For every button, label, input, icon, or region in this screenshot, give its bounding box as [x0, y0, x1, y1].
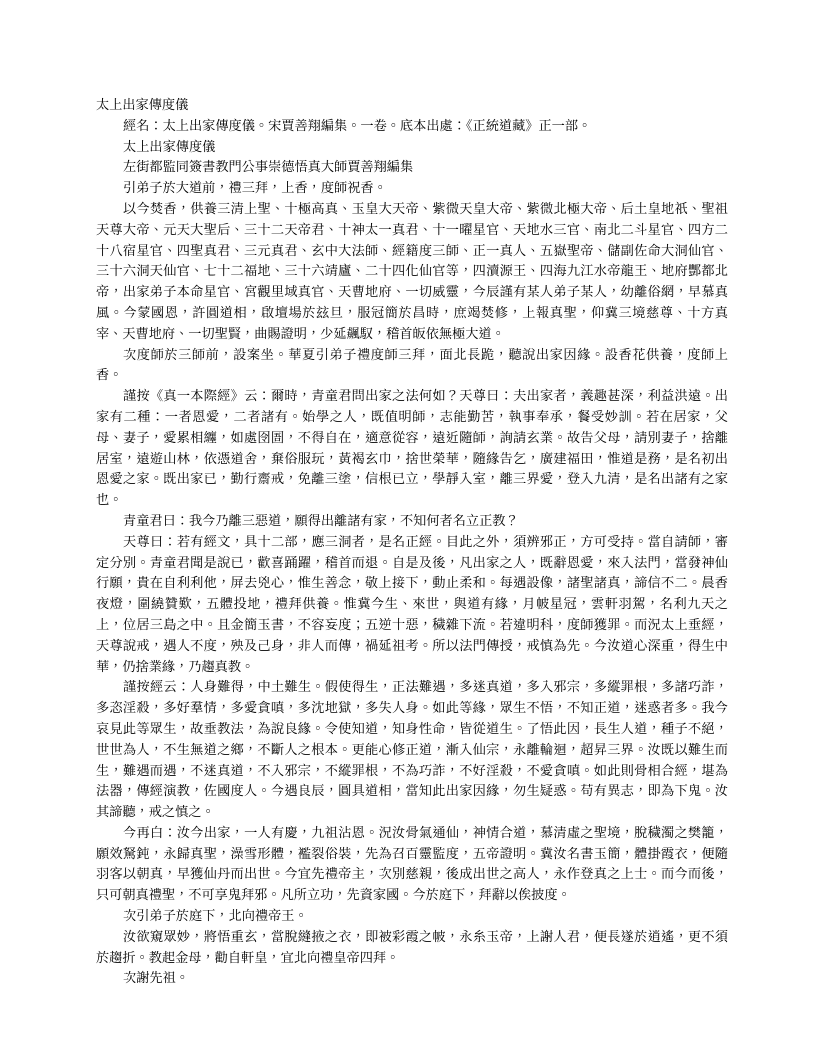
paragraph-courtyard-rite: 次引弟子於庭下，北向禮帝王。 [123, 909, 308, 925]
paragraph-robe-address: 汝欲窺眾妙，將悟重玄，當脫縫掖之衣，即被彩霞之帔，永糸玉帝，上謝人君，便長遂於逍遙，更不須於趨折。教起金母，勸自軒皇，宜北向禮皇帝四拜。 [96, 929, 728, 966]
paragraph-scripture-name: 經名：太上出家傳度儀。宋賈善翔編集。一卷。底本出處：《正統道藏》正一部。 [123, 118, 592, 134]
paragraph-title-repeat: 太上出家傳度儀 [123, 139, 216, 155]
paragraph-title-heading: 太上出家傳度儀 [96, 98, 189, 113]
paragraph-scripture-citation-benji: 謹按《真一本際經》云：爾時，青童君問出家之法何如？天尊曰：夫出家者，義趣甚深，利益洪遠。出家有二種：一者恩愛，二者諸有。始學之人，既值明師，志能勤苦，執事奉承，餐受妙訓。若在居家，父母、妻子，愛累相纏，如處囹圄，不得自在，適意從容，遠近隨師，詢請玄業。故告父母，請別妻子，捨離居室，遠遊山林，依憑道舍，棄俗服玩，黃褐玄巾，捨世榮華，隨緣告乞，廣建福田，惟道是務，是名初出恩愛之家。既出家已，勤行齋戒，免離三塗，信根已立，學靜入室，離三界愛，登入九清，是名出諸有之家也。 [96, 389, 728, 509]
paragraph-thank-ancestors: 次謝先祖。 [123, 971, 189, 987]
paragraph-scripture-citation-general: 謹按經云：人身難得，中土難生。假使得生，正法難遇，多迷真道，多入邪宗，多縱罪根，多諸巧詐，多恣淫殺，多好羣情，多愛貪嗔，多沈地獄，多失人身。如此等緣，眾生不悟，不知正道，迷惑者多。我今哀見此等眾生，故垂教法，為說良緣。令使知道，知身性命，皆從道生。了悟此因，長生人道，種子不絕，世世為人，不生無道之鄉，不斷人之根本。更能心修正道，漸入仙宗，永離輪迴，超昇三界。汝既以難生而生，難遇而遇，不迷真道，不入邪宗，不縱罪根，不為巧詐，不好淫殺，不愛貪嗔。如此則骨相合經，堪為法器，傳經演教，佐國度人。今遇良辰，圓具道相，當知此出家因緣，勿生疑惑。苟有異志，即為下鬼。汝其諦聽，戒之慎之。 [96, 680, 728, 821]
paragraph-address-again: 今再白：汝今出家，一人有慶，九祖沾恩。況汝骨氣通仙，神情合道，慕清虛之聖境，脫穢濁之樊籠，願效駑鈍，永歸真聖，澡雪形體，襤裂俗裝，先為召百靈監度，五帝證明。冀汝名書玉簡，體掛霞衣，便隨羽客以朝真，早獲仙丹而出世。今宜先禮帝主，次別慈親，後成出世之高人，永作登真之上士。而今而後，只可朝真禮聖，不可享鬼拜邪。凡所立功，先資家國。今於庭下，拜辭以俟披度。 [96, 825, 728, 904]
paragraph-second-master-rite: 次度師於三師前，設案坐。華夏引弟子禮度師三拜，面北長跪，聽說出家因緣。設香花供養，度師上香。 [96, 347, 728, 384]
paragraph-incense-invocation: 以今焚香，供養三清上聖、十極高真、玉皇大天帝、紫微天皇大帝、紫微北極大帝、后土皇地祇、聖祖天尊大帝、元天大聖后、三十二天帝君、十神太一真君、十一曜星官、天地水三官、南北二斗星官、四方二十八宿星官、四聖真君、三元真君、玄中大法師、經籍度三師、正一真人、五嶽聖帝、儲副佐命大洞仙官、三十六洞天仙官、七十二福地、三十六靖廬、二十四化仙官等，四瀆源王、四海九江水帝龍王、地府酆都北帝，出家弟子本命星官、宮觀里域真官、天曹地府、一切威靈，今辰謹有某人弟子某人，幼離俗網，早慕真風。今蒙國恩，許圓道相，啟壇場於玆旦，服冠簡於昌時，庶竭焚修，上報真聖，仰冀三境慈尊、十方真宰、天曹地府、一切聖賢，曲賜證明，少延飆馭，稽首皈依無極大道。 [96, 201, 728, 342]
paragraph-qingtong-question: 青童君曰：我今乃離三惡道，願得出離諸有家，不知何者名立正教？ [123, 513, 519, 529]
document-body [96, 96, 728, 990]
paragraph-rite-opening: 引弟子於大道前，禮三拜，上香，度師祝香。 [123, 181, 387, 197]
paragraph-tianzun-answer: 天尊曰：若有經文，具十二部，應三洞者，是名正經。目此之外，須辨邪正，方可受持。當自請師，審定分別。青童君聞是說已，歡喜踊躍，稽首而退。自是及後，凡出家之人，既辭恩愛，來入法門，當發神仙行願，貴在自利利他，屏去兇心，惟生善念，敬上接下，動止柔和。每遇設像，諸聖諸真，諦信不二。晨香夜燈，圍繞贊歎，五體投地，禮拜供養。惟冀今生、來世，與道有緣，月帔星冠，雲軒羽駕，名利九天之上，位居三島之中。且金簡玉書，不容妄度；五逆十惡，穢雜下流。若違明科，度師獲罪。而況太上垂經，天尊說戒，遇人不度，殃及己身，非人而傳，禍延祖考。所以法門傳授，戒慎為先。今汝道心深重，得生中華，仍捨業緣，乃趨真教。 [96, 534, 728, 675]
paragraph-compiler-line: 左街都監同簽書教門公事崇德悟真大師賈善翔編集 [123, 160, 414, 176]
